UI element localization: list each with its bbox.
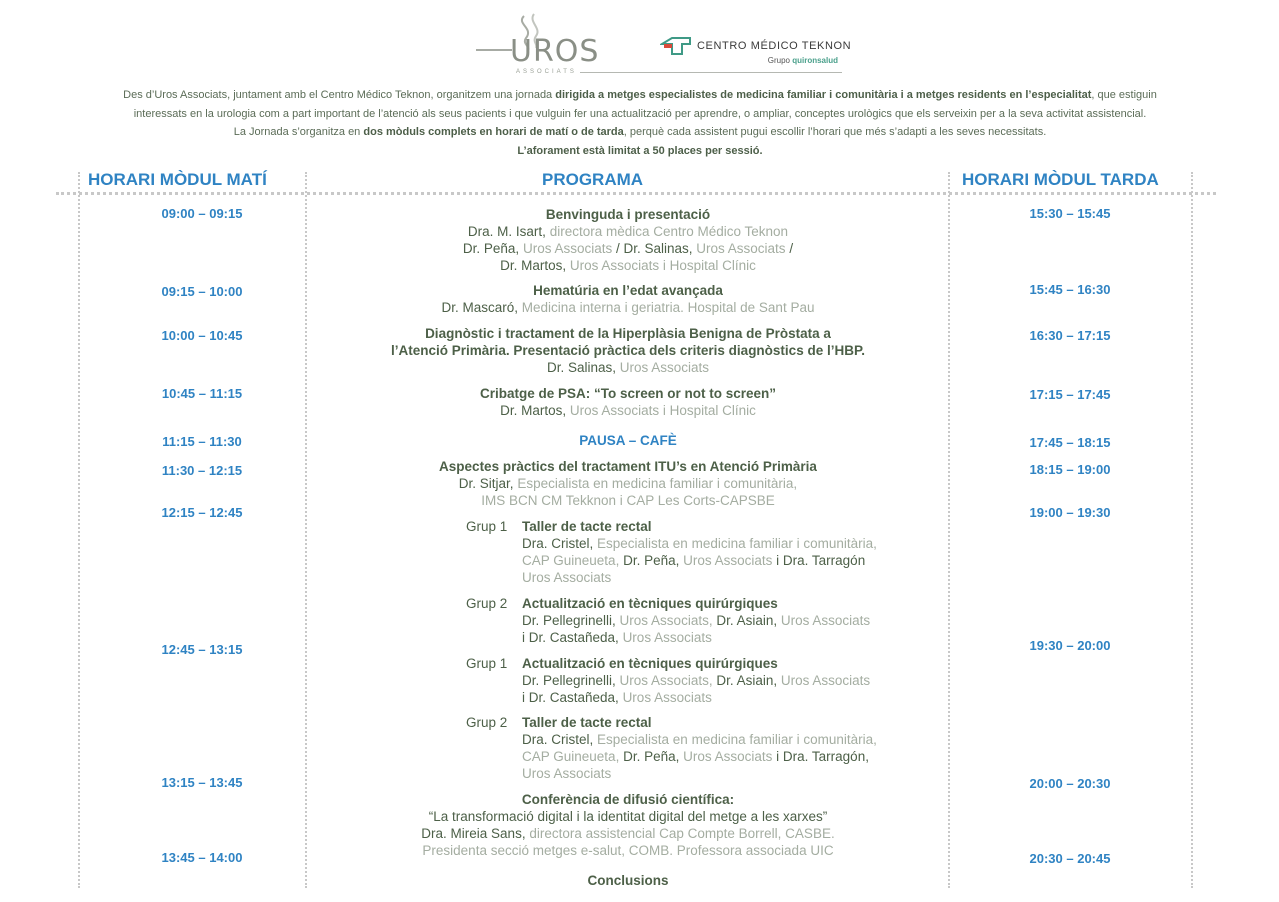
speaker-line: Dr. Pellegrinelli, Uros Associats, Dr. Asiain, Uros Associats	[522, 673, 871, 688]
header-divider	[56, 192, 1216, 195]
time-pm-7: 19:00 – 19:30	[1029, 505, 1111, 520]
logo-divider	[580, 72, 842, 73]
speaker-line: Dr. Pellegrinelli, Uros Associats, Dr. Asiain, Uros Associats	[522, 613, 871, 628]
time-pm-6: 18:15 – 19:00	[1029, 462, 1111, 477]
uros-wordmark: UROS	[510, 34, 600, 69]
session-conclusions	[308, 872, 948, 889]
time-pm-8: 19:30 – 20:00	[1029, 638, 1111, 653]
session-title: Taller de tacte rectal	[522, 715, 652, 730]
session-itu	[308, 458, 948, 509]
time-pm-9: 20:00 – 20:30	[1029, 776, 1111, 791]
group-session-2	[522, 595, 870, 646]
time-am-4: 10:45 – 11:15	[161, 386, 243, 401]
time-am-6: 11:30 – 12:15	[161, 463, 243, 478]
teknon-logo	[660, 32, 852, 72]
group-session-3	[522, 655, 870, 706]
session-pause	[308, 432, 948, 449]
session-title: l’Atenció Primària. Presentació pràctica dels criteris diagnòstics de l’HBP.	[391, 343, 865, 358]
intro-line-2: interessats en la urologia com a part important de l’atenció als seus pacients i que vulguin fer una actualització per aprendre, o ampliar, conceptes urològics que els serveixin per a la seva activitat assistencial.	[133, 107, 1147, 120]
session-title: Aspectes pràctics del tractament ITU’s en Atenció Primària	[439, 459, 817, 474]
intro-line-3: La Jornada s’organitza en dos mòduls complets en horari de matí o de tarda, perquè cada assistent pugui escollir l’horari que més s’adapti a les seves necessitats.	[233, 126, 1047, 139]
group-label: Grup 1	[466, 656, 508, 671]
conference-quote: “La transformació digital i la identitat digital del metge a les xarxes”	[428, 809, 828, 824]
session-title: Diagnòstic i tractament de la Hiperplàsia Benigna de Pròstata a	[425, 326, 831, 341]
teknon-cross-icon	[660, 36, 692, 56]
time-am-2: 09:15 – 10:00	[161, 284, 243, 299]
time-am-1: 09:00 – 09:15	[161, 206, 243, 221]
time-am-9: 13:15 – 13:45	[161, 775, 243, 790]
speaker-line: Dr. Martos, Uros Associats i Hospital Clínic	[500, 403, 756, 418]
speaker-line: Dra. Mireia Sans, directora assistencial Cap Compte Borrell, CASBE.	[421, 826, 835, 841]
time-pm-3: 16:30 – 17:15	[1029, 328, 1111, 343]
session-psa	[308, 385, 948, 419]
group-label: Grup 2	[466, 715, 508, 730]
session-title: Conferència de difusió científica:	[521, 792, 735, 807]
speaker-line: Presidenta secció metges e-salut, COMB. Professora associada UIC	[422, 843, 834, 858]
group-session-1	[522, 518, 877, 586]
session-title: Cribatge de PSA: “To screen or not to screen”	[479, 386, 777, 401]
session-title: Benvinguda i presentació	[545, 207, 711, 222]
session-title: Taller de tacte rectal	[522, 519, 652, 534]
speaker-line: i Dr. Castañeda, Uros Associats	[522, 690, 712, 705]
time-am-10: 13:45 – 14:00	[161, 850, 243, 865]
time-am-3: 10:00 – 10:45	[161, 328, 243, 343]
session-title: Actualització en tècniques quirúrgiques	[522, 596, 778, 611]
session-title: Hematúria en l’edat avançada	[533, 283, 723, 298]
speaker-line: CAP Guineueta, Dr. Peña, Uros Associats i Dra. Tarragón	[522, 553, 866, 568]
time-am-5: 11:15 – 11:30	[162, 434, 242, 449]
intro-text	[60, 86, 1220, 161]
time-pm-5: 17:45 – 18:15	[1029, 435, 1111, 450]
speaker-line: Dr. Mascaró, Medicina interna i geriatria. Hospital de Sant Pau	[441, 300, 815, 315]
session-hbp	[308, 325, 948, 376]
speaker-line: Dra. Cristel, Especialista en medicina familiar i comunitària,	[522, 536, 877, 551]
time-am-7: 12:15 – 12:45	[161, 505, 243, 520]
speaker-line: CAP Guineueta, Dr. Peña, Uros Associats i Dra. Tarragón,	[522, 749, 869, 764]
group-label: Grup 1	[466, 519, 508, 534]
uros-logo	[476, 10, 600, 75]
speaker-line: Dr. Salinas, Uros Associats	[546, 360, 710, 375]
time-pm-1: 15:30 – 15:45	[1029, 206, 1111, 221]
pause-title: PAUSA – CAFÈ	[579, 433, 677, 448]
speaker-line: IMS BCN CM Tekknon i CAP Les Corts-CAPSBE	[481, 493, 775, 508]
time-pm-2: 15:45 – 16:30	[1029, 282, 1111, 297]
session-title: Actualització en tècniques quirúrgiques	[522, 656, 778, 671]
teknon-wordmark: CENTRO MÉDICO TEKNON	[697, 40, 852, 52]
group-session-4	[522, 714, 877, 782]
session-conference	[308, 791, 948, 859]
speaker-line: Dr. Martos, Uros Associats i Hospital Clínic	[500, 258, 756, 273]
speaker-line: Dra. Cristel, Especialista en medicina familiar i comunitària,	[522, 732, 877, 747]
intro-line-1: Des d’Uros Associats, juntament amb el Centro Médico Teknon, organitzem una jornada dirigida a metges especialistes de medicina familiar i comunitària i a metges residents en l’especialitat, que estiguin	[123, 89, 1157, 101]
quironsalud-wordmark: Grupo quironsalud	[767, 56, 838, 65]
header-afternoon: HORARI MÒDUL TARDA	[962, 170, 1159, 189]
session-hematuria	[308, 282, 948, 316]
session-title: Conclusions	[587, 873, 669, 888]
speaker-line: Dr. Sitjar, Especialista en medicina familiar i comunitària,	[458, 476, 798, 491]
header-program: PROGRAMA	[542, 170, 644, 189]
time-am-8: 12:45 – 13:15	[161, 642, 243, 657]
divider-right	[1191, 172, 1193, 888]
session-welcome	[308, 206, 948, 274]
intro-line-4: L’aforament està limitat a 50 places per sessió.	[517, 145, 763, 158]
time-pm-4: 17:15 – 17:45	[1029, 387, 1111, 402]
uros-sub-wordmark: ASSOCIATS	[516, 69, 577, 75]
header-morning: HORARI MÒDUL MATÍ	[88, 170, 267, 189]
group-label: Grup 2	[466, 596, 508, 611]
divider-left	[78, 172, 80, 888]
speaker-line: i Dr. Castañeda, Uros Associats	[522, 630, 712, 645]
speaker-line: Uros Associats	[522, 766, 612, 781]
time-pm-10: 20:30 – 20:45	[1029, 851, 1111, 866]
speaker-line: Dra. M. Isart, directora mèdica Centro Médico Teknon	[467, 224, 789, 239]
speaker-line: Uros Associats	[522, 570, 612, 585]
speaker-line: Dr. Peña, Uros Associats / Dr. Salinas, Uros Associats /	[462, 241, 794, 256]
